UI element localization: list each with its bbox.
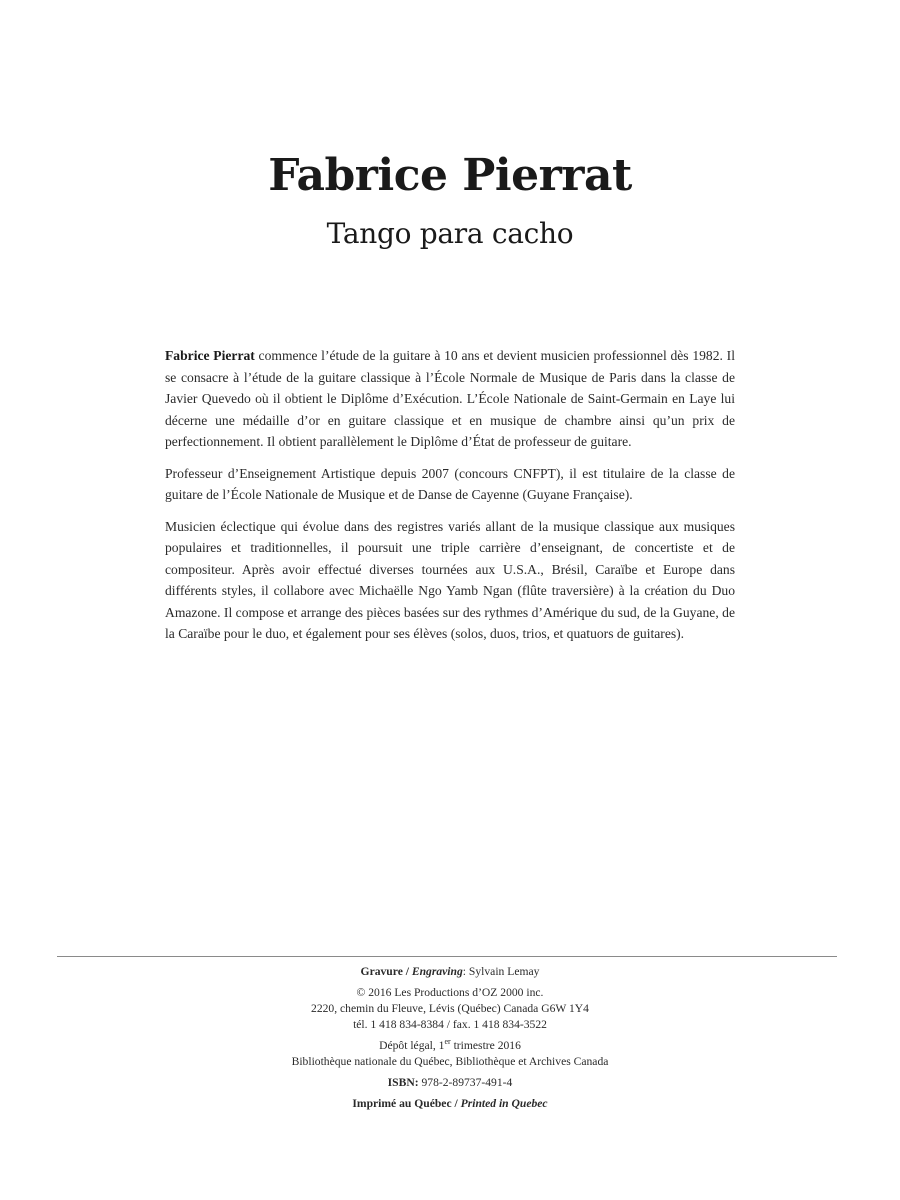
engraving-label-en: Engraving [411, 965, 463, 978]
printed-in [0, 1096, 900, 1112]
publisher-phone: tél. 1 418 834-8384 / fax. 1 418 834-3522 [353, 1018, 547, 1031]
footer-divider [57, 956, 837, 957]
engraver-name: Sylvain Lemay [466, 965, 540, 978]
bio-paragraph-1-text: commence l’étude de la guitare à 10 ans et devient musicien professionnel dès 1982. Il se consacre à l’étude de la guitare classique à l’École Normale de Musique de Paris dans la classe de Javier Quevedo où il obtient le Diplôme d’Exécution. L’École Nationale de Saint-Germain en Laye lui décerne une médaille d’or en guitare classique et en musique de chambre ainsi qu’un prix de perfectionnement. Il obtient parallèlement le Diplôme d’État de professeur de guitare. [165, 348, 735, 449]
printed-in-fr: Imprimé au Québec [352, 1097, 452, 1110]
publisher-address: 2220, chemin du Fleuve, Lévis (Québec) Canada G6W 1Y4 [311, 1002, 589, 1015]
engraving-label-fr: Gravure [360, 965, 403, 978]
engraving-colon: : [462, 965, 467, 978]
libraries-line: Bibliothèque nationale du Québec, Bibliothèque et Archives Canada [291, 1055, 609, 1068]
printed-in-en: Printed in Quebec [460, 1097, 548, 1110]
composer-name: Fabrice Pierrat [268, 150, 632, 201]
legal-deposit-ordinal: er [444, 1037, 451, 1047]
engraving-credit [0, 964, 900, 980]
legal-deposit-prefix: Dépôt légal, 1 [379, 1039, 445, 1052]
legal-deposit-suffix: trimestre 2016 [450, 1039, 521, 1052]
biography [165, 345, 735, 655]
bio-paragraph-2: Professeur d’Enseignement Artistique depuis 2007 (concours CNFPT), il est titulaire de la classe de guitare de l’École Nationale de Musique et de Danse de Cayenne (Guyane Française). [165, 465, 735, 502]
isbn-label: ISBN: [387, 1076, 419, 1089]
colophon [0, 964, 900, 1112]
bio-paragraph-3: Musicien éclectique qui évolue dans des registres variés allant de la musique classique aux musiques populaires et traditionnelles, il poursuit une triple carrière d’enseignant, de concertiste et de compositeur. Après avoir effectué diverses tournées aux U.S.A., Brésil, Caraïbe et Europe dans différents styles, il collabore avec Michaëlle Ngo Yamb Ngan (flûte traversière) à la création du Duo Amazone. Il compose et arrange des pièces basées sur des rythmes d’Amérique du sud, de la Guyane, de la Caraïbe pour le duo, et également pour ses élèves (solos, duos, trios, et quatuors de guitares). [165, 518, 735, 641]
work-title: Tango para cacho [326, 217, 574, 250]
copyright-line: © 2016 Les Productions d’OZ 2000 inc. [356, 986, 544, 999]
engraving-separator: / [402, 965, 412, 978]
isbn-line [0, 1075, 900, 1091]
legal-deposit [0, 1038, 900, 1054]
bio-name: Fabrice Pierrat [165, 348, 255, 363]
printed-in-separator: / [451, 1097, 461, 1110]
isbn-value: 978-2-89737-491-4 [418, 1076, 513, 1089]
bio-paragraph-1 [165, 345, 735, 453]
